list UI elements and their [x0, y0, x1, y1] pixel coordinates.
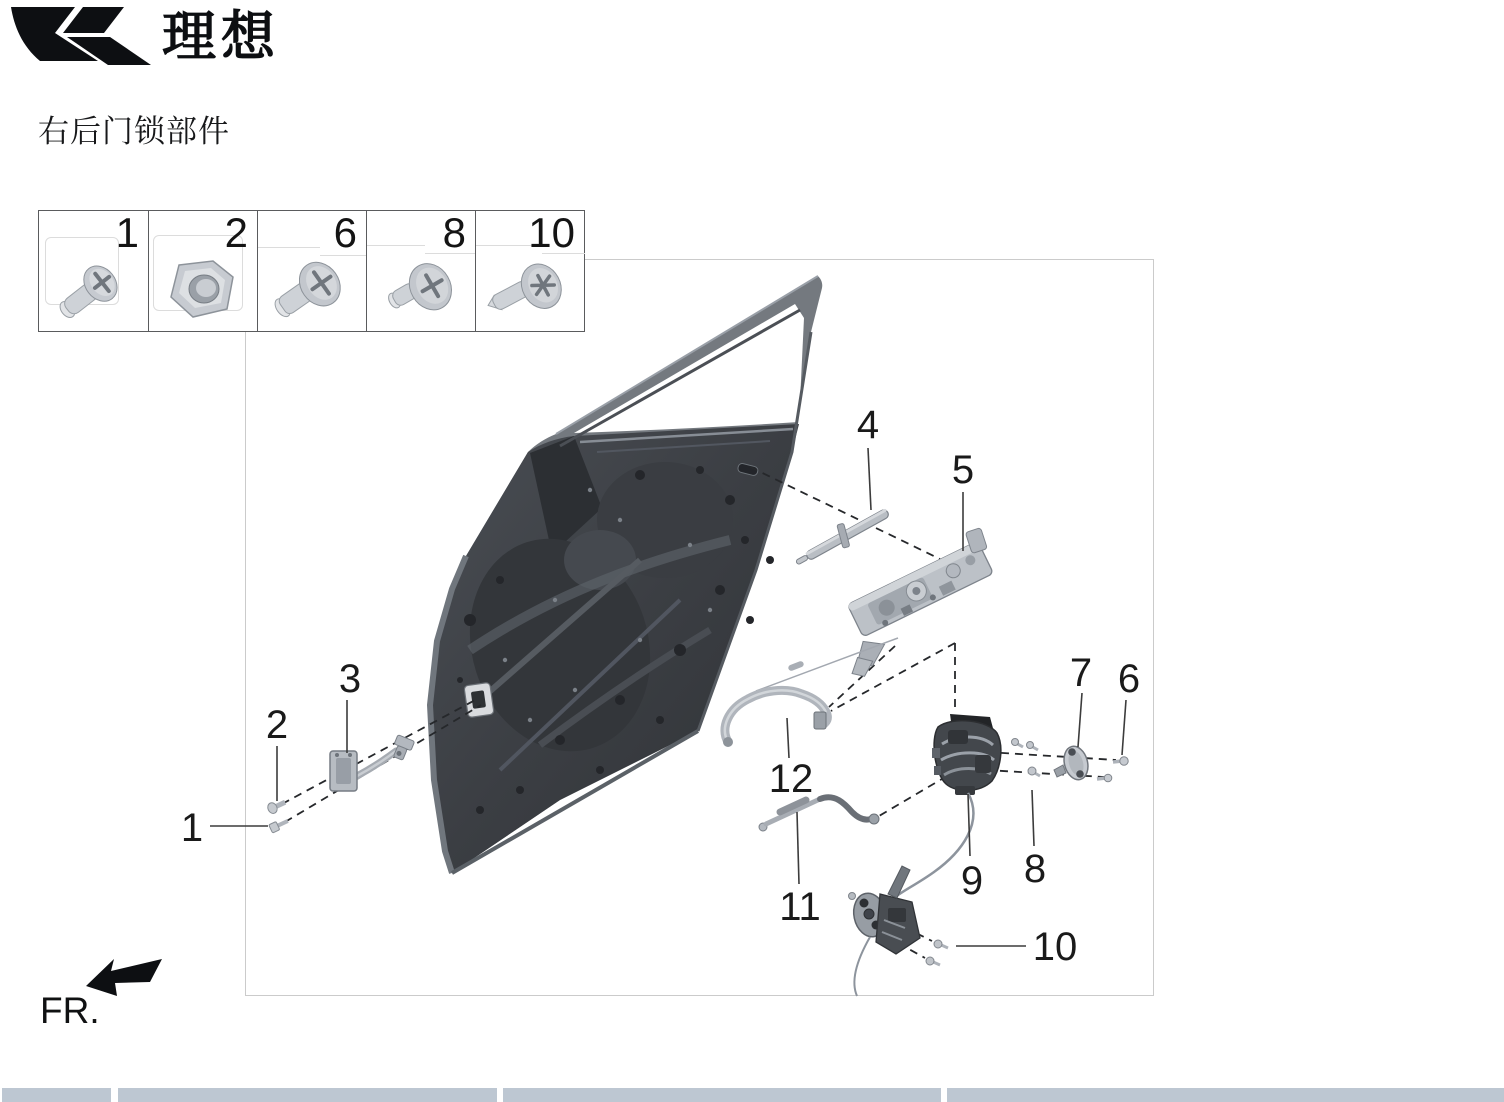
fastener-cell-6	[257, 211, 366, 331]
fastener-label: 1	[115, 209, 139, 256]
exploded-view-diagram	[180, 259, 1154, 996]
fastener-label: 6	[333, 209, 357, 256]
footer-bar	[2, 1088, 111, 1102]
footer-bar	[503, 1088, 941, 1102]
part-bolt-1	[269, 817, 290, 833]
fastener-cell-1	[39, 211, 148, 331]
fastener-callout-outline	[367, 245, 425, 246]
fastener-label: 8	[442, 209, 466, 256]
front-direction-label: FR.	[40, 990, 100, 1031]
part-screw-lower-right	[1097, 774, 1112, 782]
callout-label-4: 4	[856, 403, 880, 447]
truss-head-screw-icon	[369, 251, 469, 329]
part-screws-10	[926, 940, 948, 965]
callout-label-2: 2	[265, 703, 289, 747]
callout-label-3: 3	[338, 657, 362, 701]
fastener-table	[38, 210, 585, 332]
hex-flange-nut-icon	[151, 251, 251, 329]
fastener-cell-10	[475, 211, 584, 331]
part-latch-10	[849, 866, 921, 996]
callout-label-12: 12	[768, 757, 814, 801]
brand-text: 理想	[162, 7, 280, 67]
callout-label-7: 7	[1069, 651, 1093, 695]
fastener-callout-outline	[258, 247, 320, 248]
footer-bar	[947, 1088, 1504, 1102]
fastener-label: 10	[528, 209, 575, 256]
part-screw-6	[1113, 757, 1128, 765]
part-screw-8	[1028, 767, 1040, 776]
li-auto-logo-icon	[8, 4, 158, 68]
callout-label-6: 6	[1117, 657, 1141, 701]
truss-head-screw-long-icon	[478, 251, 578, 329]
callout-label-10: 10	[1032, 925, 1078, 969]
part-check-strap-3	[330, 735, 415, 791]
pan-head-screw-icon	[41, 251, 141, 329]
door-panel	[430, 276, 822, 873]
footer-bar	[118, 1088, 497, 1102]
part-latch-9	[932, 714, 1001, 795]
page-title: 右后门锁部件	[38, 114, 230, 149]
callout-label-5: 5	[951, 448, 975, 492]
part-rod-11	[759, 797, 879, 831]
part-screws-latch-top	[1012, 739, 1039, 751]
callout-label-8: 8	[1023, 847, 1047, 891]
callout-label-11: 11	[779, 885, 821, 929]
countersunk-screw-icon	[260, 251, 360, 329]
fastener-label: 2	[224, 209, 248, 256]
fastener-cell-2	[148, 211, 257, 331]
fastener-cell-8	[366, 211, 475, 331]
callout-label-1: 1	[180, 806, 204, 850]
callout-label-9: 9	[960, 859, 984, 903]
